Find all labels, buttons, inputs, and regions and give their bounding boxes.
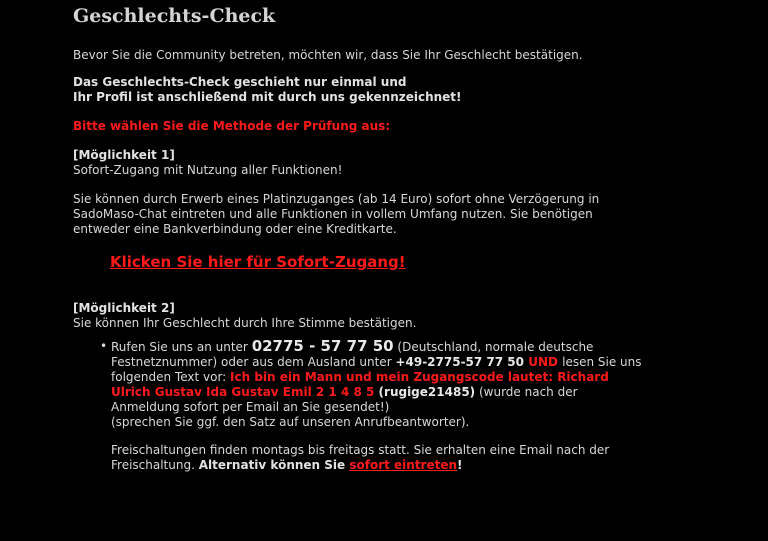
access-code: (rugige21485) — [374, 385, 476, 399]
bullet-icon: • — [100, 339, 108, 353]
read-text-instruction: lesen Sie uns folgenden Text vor: — [111, 355, 642, 384]
answering-machine-note: (sprechen Sie ggf. den Satz auf unseren Anrufbeantworter). — [111, 415, 470, 429]
option2-title: [Möglichkeit 2] — [73, 301, 175, 315]
activation-info — [73, 443, 643, 473]
page-title: Geschlechts-Check — [73, 5, 276, 27]
phone-instructions-list — [73, 339, 643, 430]
option1-header — [73, 148, 643, 178]
once-notice-line1: Das Geschlechts-Check geschieht nur einmal und — [73, 75, 407, 89]
option1-title: [Möglichkeit 1] — [73, 148, 175, 162]
access-code-phrase: Ich bin ein Mann und mein Zugangscode lautet: Richard Ulrich Gustav Ida Gustav Emil 2 1 4 8 5 — [111, 370, 609, 399]
option1-subtitle: Sofort-Zugang mit Nutzung aller Funktionen! — [73, 163, 343, 177]
once-notice-line2: Ihr Profil ist anschließend mit durch uns gekennzeichnet! — [73, 90, 462, 104]
call-mid: (Deutschland, normale deutsche Festnetznummer) oder aus dem Ausland unter — [111, 340, 594, 369]
phone-number-international: +49-2775-57 77 50 — [395, 355, 525, 369]
instant-access-link[interactable]: Klicken Sie hier für Sofort-Zugang! — [110, 253, 406, 271]
exclamation: ! — [457, 458, 463, 472]
instant-access-link-wrap — [73, 251, 643, 273]
call-prefix: Rufen Sie uns an unter — [111, 340, 252, 354]
option2-header — [73, 301, 643, 331]
intro-text: Bevor Sie die Community betreten, möchten wir, dass Sie Ihr Geschlecht bestätigen. — [73, 48, 583, 62]
code-note: (wurde nach der Anmeldung sofort per Email an Sie gesendet!) — [111, 385, 578, 414]
enter-now-link[interactable]: sofort eintreten — [349, 458, 458, 472]
phone-number: 02775 - 57 77 50 — [251, 337, 394, 355]
phone-instruction-item — [100, 337, 643, 430]
once-notice — [73, 75, 643, 105]
choose-method-heading: Bitte wählen Sie die Methode der Prüfung aus: — [73, 119, 391, 133]
page-content — [73, 4, 643, 473]
und-highlight: UND — [524, 355, 563, 369]
alternative-text: Alternativ können Sie — [198, 458, 350, 472]
option1-description: Sie können durch Erwerb eines Platinzuganges (ab 14 Euro) sofort ohne Verzögerung in SadoMaso-Chat eintreten und alle Funktionen in vollem Umfang nutzen. Sie benötigen entweder eine Bankverbindung oder eine Kreditkarte. — [73, 192, 600, 236]
option2-subtitle: Sie können Ihr Geschlecht durch Ihre Stimme bestätigen. — [73, 316, 417, 330]
activation-hours: Freischaltungen finden montags bis freitags statt. Sie erhalten eine Email nach der Freischaltung. — [111, 443, 610, 472]
